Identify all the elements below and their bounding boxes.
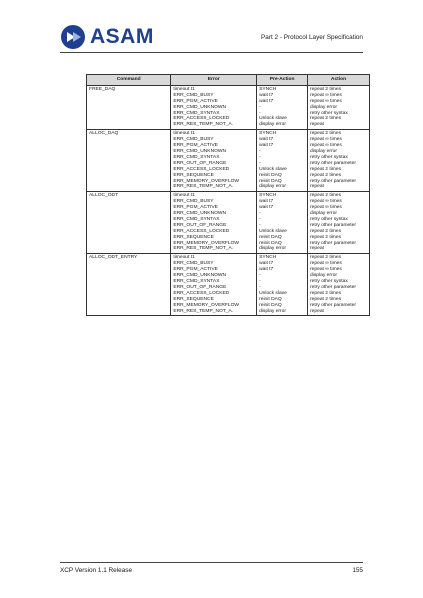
cell-line: display error bbox=[310, 273, 337, 279]
cell-command bbox=[87, 192, 171, 254]
cell-errors bbox=[171, 130, 257, 192]
cell-line: - bbox=[259, 273, 261, 279]
cell-line: ERR_CMD_SYNTAX bbox=[173, 279, 220, 284]
cell-pre-actions bbox=[257, 130, 308, 192]
cell-line: retry other parameter bbox=[310, 178, 356, 184]
footer-divider bbox=[60, 562, 363, 563]
cell-line: repeat ∞ times bbox=[310, 267, 342, 273]
cell-command bbox=[87, 130, 171, 192]
cell-line: retry other parameter bbox=[310, 222, 356, 228]
cell-actions bbox=[308, 192, 370, 254]
cell-line: ERR_MEMORY_OVERFLOW bbox=[173, 302, 240, 308]
table-row bbox=[87, 254, 370, 316]
cell-line: retry other syntax bbox=[310, 279, 348, 284]
cell-pre-actions bbox=[257, 85, 308, 129]
cell-line: Unlock slave bbox=[259, 166, 287, 172]
cell-pre-actions bbox=[257, 192, 308, 254]
cell-line: reinit DAQ bbox=[259, 302, 282, 308]
cell-line: Unlock slave bbox=[259, 116, 287, 122]
cell-line: display error bbox=[259, 246, 287, 252]
table-row bbox=[87, 130, 370, 192]
cell-line: - bbox=[259, 110, 261, 116]
cell-line: ERR_RES_TEMP_NOT_A. bbox=[173, 184, 234, 190]
column-header-pre-action: Pre-Action bbox=[257, 75, 308, 86]
cell-line: reinit DAQ bbox=[259, 172, 282, 178]
cell-line: ERR_PGM_ACTIVE bbox=[173, 205, 218, 211]
cell-line: ERR_OUT_OF_RANGE bbox=[173, 284, 227, 290]
cell-line: repeat bbox=[310, 184, 324, 190]
cell-line: wait t7 bbox=[259, 137, 274, 143]
footer-page-number: 155 bbox=[352, 567, 363, 574]
cell-line: - bbox=[259, 211, 261, 217]
cell-line: repeat ∞ times bbox=[310, 92, 342, 98]
cell-line: SYNCH bbox=[259, 131, 277, 137]
cell-pre-actions bbox=[257, 254, 308, 316]
table-header-row bbox=[87, 75, 370, 86]
cell-line: ERR_ACCESS_LOCKED bbox=[173, 116, 230, 122]
cell-line: display error bbox=[259, 308, 287, 314]
cell-line: display error bbox=[259, 122, 287, 128]
cell-line: display error bbox=[310, 148, 337, 154]
cell-line: ERR_CMD_SYNTAX bbox=[173, 154, 220, 160]
cell-line: repeat 2 times bbox=[310, 116, 342, 122]
cell-line: - bbox=[259, 222, 261, 228]
command-name: ALLOC_ODT bbox=[89, 193, 119, 199]
logo-text: ASAM bbox=[90, 25, 154, 48]
column-header-command: Command bbox=[87, 75, 171, 86]
cell-line: ERR_ACCESS_LOCKED bbox=[173, 228, 230, 234]
cell-errors bbox=[171, 192, 257, 254]
cell-line: repeat 2 times bbox=[310, 131, 342, 137]
column-header-error: Error bbox=[171, 75, 257, 86]
cell-line: wait t7 bbox=[259, 199, 274, 205]
cell-line: ERR_SEQUENCE bbox=[173, 172, 214, 178]
cell-actions bbox=[308, 254, 370, 316]
cell-line: ERR_PGM_ACTIVE bbox=[173, 143, 218, 149]
cell-line: repeat ∞ times bbox=[310, 261, 342, 267]
cell-line: repeat 2 times bbox=[310, 193, 342, 199]
cell-line: display error bbox=[259, 184, 287, 190]
cell-line: wait t7 bbox=[259, 92, 274, 98]
cell-actions bbox=[308, 130, 370, 192]
cell-line: - bbox=[259, 104, 261, 110]
cell-line: ERR_CMD_BUSY bbox=[173, 199, 214, 205]
cell-line: reinit DAQ bbox=[259, 296, 282, 302]
cell-line: timeout t1 bbox=[173, 131, 195, 137]
cell-line: wait t7 bbox=[259, 267, 274, 273]
cell-line: reinit DAQ bbox=[259, 240, 282, 246]
cell-line: ERR_RES_TEMP_NOT_A. bbox=[173, 246, 234, 252]
cell-line: repeat ∞ times bbox=[310, 199, 342, 205]
cell-line: Unlock slave bbox=[259, 290, 287, 296]
error-handling-table bbox=[86, 74, 370, 316]
cell-line: wait t7 bbox=[259, 261, 274, 267]
cell-line: ERR_CMD_UNKNOWN bbox=[173, 273, 227, 279]
cell-line: ERR_ACCESS_LOCKED bbox=[173, 166, 230, 172]
cell-line: reinit DAQ bbox=[259, 234, 282, 240]
cell-line: repeat 2 times bbox=[310, 296, 342, 302]
cell-line: ERR_RES_TEMP_NOT_A. bbox=[173, 122, 234, 128]
cell-line: repeat 2 times bbox=[310, 255, 342, 261]
cell-line: wait t7 bbox=[259, 143, 274, 149]
cell-line: ERR_SEQUENCE bbox=[173, 296, 214, 302]
cell-line: ERR_CMD_BUSY bbox=[173, 137, 214, 143]
cell-line: repeat ∞ times bbox=[310, 98, 342, 104]
cell-line: wait t7 bbox=[259, 98, 274, 104]
cell-line: SYNCH bbox=[259, 86, 277, 92]
cell-line: ERR_CMD_UNKNOWN bbox=[173, 104, 227, 110]
cell-line: - bbox=[259, 160, 261, 166]
cell-line: ERR_SEQUENCE bbox=[173, 234, 214, 240]
command-name: ALLOC_DAQ bbox=[89, 131, 119, 137]
cell-line: display error bbox=[310, 211, 337, 217]
command-name: FREE_DAQ bbox=[89, 86, 116, 92]
cell-line: repeat 2 times bbox=[310, 86, 342, 92]
cell-line: ERR_CMD_SYNTAX bbox=[173, 216, 220, 222]
cell-line: retry other syntax bbox=[310, 110, 348, 116]
cell-line: repeat ∞ times bbox=[310, 205, 342, 211]
cell-line: repeat 2 times bbox=[310, 234, 342, 240]
cell-line: ERR_ACCESS_LOCKED bbox=[173, 290, 230, 296]
cell-command bbox=[87, 85, 171, 129]
table-body bbox=[87, 85, 370, 316]
cell-line: ERR_CMD_UNKNOWN bbox=[173, 211, 227, 217]
cell-line: Unlock slave bbox=[259, 228, 287, 234]
cell-line: retry other syntax bbox=[310, 154, 348, 160]
cell-line: ERR_PGM_ACTIVE bbox=[173, 98, 218, 104]
cell-line: timeout t1 bbox=[173, 193, 195, 199]
table-row bbox=[87, 85, 370, 129]
cell-line: repeat 2 times bbox=[310, 166, 342, 172]
command-name: ALLOC_ODT_ENTRY bbox=[89, 255, 138, 261]
cell-line: retry other parameter bbox=[310, 160, 356, 166]
cell-line: retry other syntax bbox=[310, 216, 348, 222]
table-row bbox=[87, 192, 370, 254]
cell-line: - bbox=[259, 216, 261, 222]
cell-line: - bbox=[259, 279, 261, 284]
header-divider bbox=[60, 52, 363, 53]
cell-line: repeat 2 times bbox=[310, 290, 342, 296]
cell-line: retry other parameter bbox=[310, 240, 356, 246]
cell-line: ERR_PGM_ACTIVE bbox=[173, 267, 218, 273]
cell-line: timeout t1 bbox=[173, 86, 195, 92]
cell-line: ERR_MEMORY_OVERFLOW bbox=[173, 178, 240, 184]
header-title: Part 2 - Protocol Layer Specification bbox=[261, 34, 363, 41]
cell-line: - bbox=[259, 148, 261, 154]
cell-line: ERR_CMD_BUSY bbox=[173, 92, 214, 98]
cell-errors bbox=[171, 254, 257, 316]
cell-line: ERR_OUT_OF_RANGE bbox=[173, 222, 227, 228]
cell-line: SYNCH bbox=[259, 255, 277, 261]
asam-logo bbox=[60, 24, 154, 50]
cell-line: repeat 2 times bbox=[310, 172, 342, 178]
cell-line: repeat bbox=[310, 246, 324, 252]
asam-logo-icon bbox=[60, 24, 86, 50]
cell-line: - bbox=[259, 284, 261, 290]
cell-line: ERR_RES_TEMP_NOT_A. bbox=[173, 308, 234, 314]
cell-line: repeat ∞ times bbox=[310, 143, 342, 149]
cell-line: SYNCH bbox=[259, 193, 277, 199]
cell-line: repeat 2 times bbox=[310, 228, 342, 234]
cell-line: wait t7 bbox=[259, 205, 274, 211]
cell-line: timeout t1 bbox=[173, 255, 195, 261]
cell-line: reinit DAQ bbox=[259, 178, 282, 184]
cell-command bbox=[87, 254, 171, 316]
cell-line: ERR_CMD_SYNTAX bbox=[173, 110, 220, 116]
cell-errors bbox=[171, 85, 257, 129]
cell-line: repeat bbox=[310, 308, 324, 314]
cell-line: ERR_CMD_BUSY bbox=[173, 261, 214, 267]
cell-line: ERR_MEMORY_OVERFLOW bbox=[173, 240, 240, 246]
column-header-action: Action bbox=[308, 75, 370, 86]
cell-line: retry other parameter bbox=[310, 284, 356, 290]
cell-line: ERR_CMD_UNKNOWN bbox=[173, 148, 227, 154]
cell-actions bbox=[308, 85, 370, 129]
cell-line: repeat ∞ times bbox=[310, 137, 342, 143]
cell-line: - bbox=[259, 154, 261, 160]
cell-line: ERR_OUT_OF_RANGE bbox=[173, 160, 227, 166]
cell-line: repeat bbox=[310, 122, 324, 128]
cell-line: retry other parameter bbox=[310, 302, 356, 308]
footer-version: XCP Version 1.1 Release bbox=[60, 567, 132, 574]
cell-line: display error bbox=[310, 104, 337, 110]
